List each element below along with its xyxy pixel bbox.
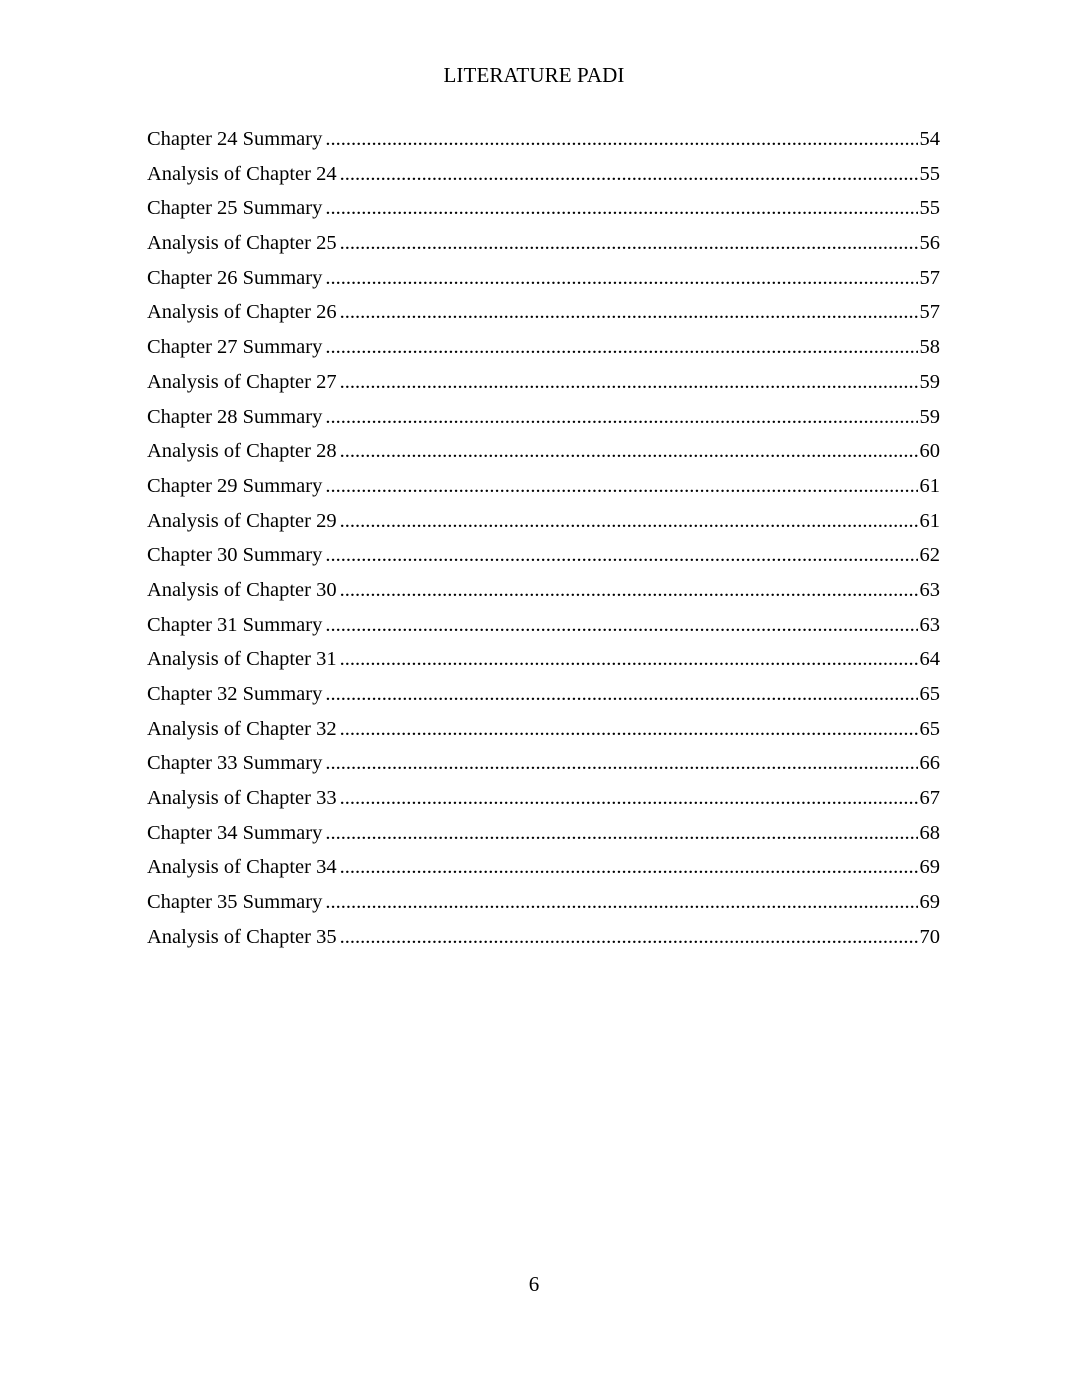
toc-entry-page: 58: [919, 336, 940, 359]
toc-leader-dots: [340, 781, 918, 816]
toc-entry[interactable]: [147, 400, 940, 435]
toc-entry-title: Chapter 25 Summary: [147, 197, 323, 220]
toc-entry[interactable]: [147, 538, 940, 573]
toc-entry-title: Analysis of Chapter 30: [147, 578, 337, 601]
toc-entry[interactable]: [147, 365, 940, 400]
toc-entry-page: 57: [919, 266, 940, 289]
toc-entry-page: 65: [919, 717, 940, 740]
toc-leader-dots: [340, 295, 918, 330]
toc-leader-dots: [325, 122, 917, 157]
toc-leader-dots: [340, 226, 918, 261]
toc-entry-page: 69: [919, 891, 940, 914]
toc-entry-title: Chapter 33 Summary: [147, 752, 323, 775]
toc-entry-title: Chapter 26 Summary: [147, 266, 323, 289]
toc-entry-title: Analysis of Chapter 24: [147, 162, 337, 185]
toc-entry-page: 57: [919, 301, 940, 324]
toc-leader-dots: [340, 434, 918, 469]
toc-leader-dots: [325, 816, 917, 851]
toc-entry[interactable]: [147, 434, 940, 469]
toc-leader-dots: [325, 746, 917, 781]
toc-leader-dots: [340, 504, 918, 539]
toc-entry[interactable]: [147, 504, 940, 539]
toc-entry[interactable]: [147, 677, 940, 712]
toc-entry-title: Chapter 28 Summary: [147, 405, 323, 428]
toc-leader-dots: [325, 330, 917, 365]
toc-entry[interactable]: [147, 469, 940, 504]
toc-entry-page: 67: [919, 787, 940, 810]
toc-entry-title: Chapter 32 Summary: [147, 683, 323, 705]
table-of-contents: [147, 122, 940, 955]
toc-entry[interactable]: [147, 191, 940, 226]
toc-entry-title: Chapter 35 Summary: [147, 891, 323, 914]
toc-entry-title: Chapter 29 Summary: [147, 474, 323, 497]
toc-leader-dots: [325, 191, 917, 226]
toc-leader-dots: [340, 850, 918, 885]
toc-entry-title: Analysis of Chapter 34: [147, 856, 337, 879]
toc-entry-title: Analysis of Chapter 33: [147, 787, 337, 810]
toc-entry-title: Analysis of Chapter 25: [147, 232, 337, 255]
toc-entry-page: 54: [919, 128, 940, 150]
toc-entry[interactable]: [147, 573, 940, 608]
toc-entry-title: Analysis of Chapter 31: [147, 648, 337, 671]
toc-leader-dots: [340, 157, 918, 192]
toc-entry-title: Chapter 31 Summary: [147, 613, 323, 636]
toc-entry[interactable]: [147, 330, 940, 365]
toc-leader-dots: [325, 677, 917, 712]
toc-leader-dots: [325, 885, 917, 920]
toc-entry-title: Chapter 27 Summary: [147, 336, 323, 359]
toc-entry-title: Chapter 34 Summary: [147, 821, 323, 844]
toc-entry-page: 63: [919, 578, 940, 601]
toc-leader-dots: [325, 608, 917, 643]
toc-entry[interactable]: [147, 157, 940, 192]
toc-entry-page: 61: [919, 509, 940, 532]
toc-entry-page: 63: [919, 613, 940, 636]
toc-entry[interactable]: [147, 642, 940, 677]
toc-leader-dots: [325, 469, 917, 504]
toc-entry-page: 66: [919, 752, 940, 775]
toc-entry[interactable]: [147, 122, 940, 157]
toc-leader-dots: [340, 642, 918, 677]
toc-entry[interactable]: [147, 608, 940, 643]
toc-entry[interactable]: [147, 261, 940, 296]
page-number: 6: [528, 1272, 540, 1296]
toc-entry[interactable]: [147, 226, 940, 261]
toc-leader-dots: [340, 573, 918, 608]
toc-entry-page: 61: [919, 474, 940, 497]
toc-entry-title: Chapter 24 Summary: [147, 128, 323, 150]
toc-entry-title: Analysis of Chapter 29: [147, 509, 337, 532]
toc-leader-dots: [340, 365, 918, 400]
toc-entry-title: Analysis of Chapter 28: [147, 440, 337, 463]
toc-entry-title: Analysis of Chapter 27: [147, 370, 337, 393]
running-header: LITERATURE PADI: [443, 63, 625, 87]
toc-entry[interactable]: [147, 816, 940, 851]
toc-entry-page: 60: [919, 440, 940, 463]
toc-entry-page: 64: [919, 648, 940, 671]
toc-entry-page: 70: [919, 925, 940, 948]
toc-leader-dots: [340, 920, 918, 955]
toc-leader-dots: [325, 400, 917, 435]
toc-entry[interactable]: [147, 712, 940, 747]
toc-entry[interactable]: [147, 885, 940, 920]
toc-entry-page: 69: [919, 856, 940, 879]
toc-leader-dots: [325, 261, 917, 296]
toc-entry[interactable]: [147, 850, 940, 885]
toc-leader-dots: [340, 712, 918, 747]
toc-entry-page: 59: [919, 370, 940, 393]
toc-entry-page: 55: [919, 162, 940, 185]
toc-entry[interactable]: [147, 920, 940, 955]
toc-entry-page: 59: [919, 405, 940, 428]
toc-entry-page: 56: [919, 232, 940, 255]
toc-leader-dots: [325, 538, 917, 573]
toc-entry-page: 62: [919, 544, 940, 567]
toc-entry[interactable]: [147, 781, 940, 816]
toc-entry-page: 68: [919, 821, 940, 844]
toc-entry-page: 65: [919, 683, 940, 705]
toc-entry-title: Analysis of Chapter 26: [147, 301, 337, 324]
toc-entry-page: 55: [919, 197, 940, 220]
toc-entry[interactable]: [147, 295, 940, 330]
toc-entry[interactable]: [147, 746, 940, 781]
toc-entry-title: Analysis of Chapter 35: [147, 925, 337, 948]
toc-entry-title: Analysis of Chapter 32: [147, 717, 337, 740]
toc-entry-title: Chapter 30 Summary: [147, 544, 323, 567]
